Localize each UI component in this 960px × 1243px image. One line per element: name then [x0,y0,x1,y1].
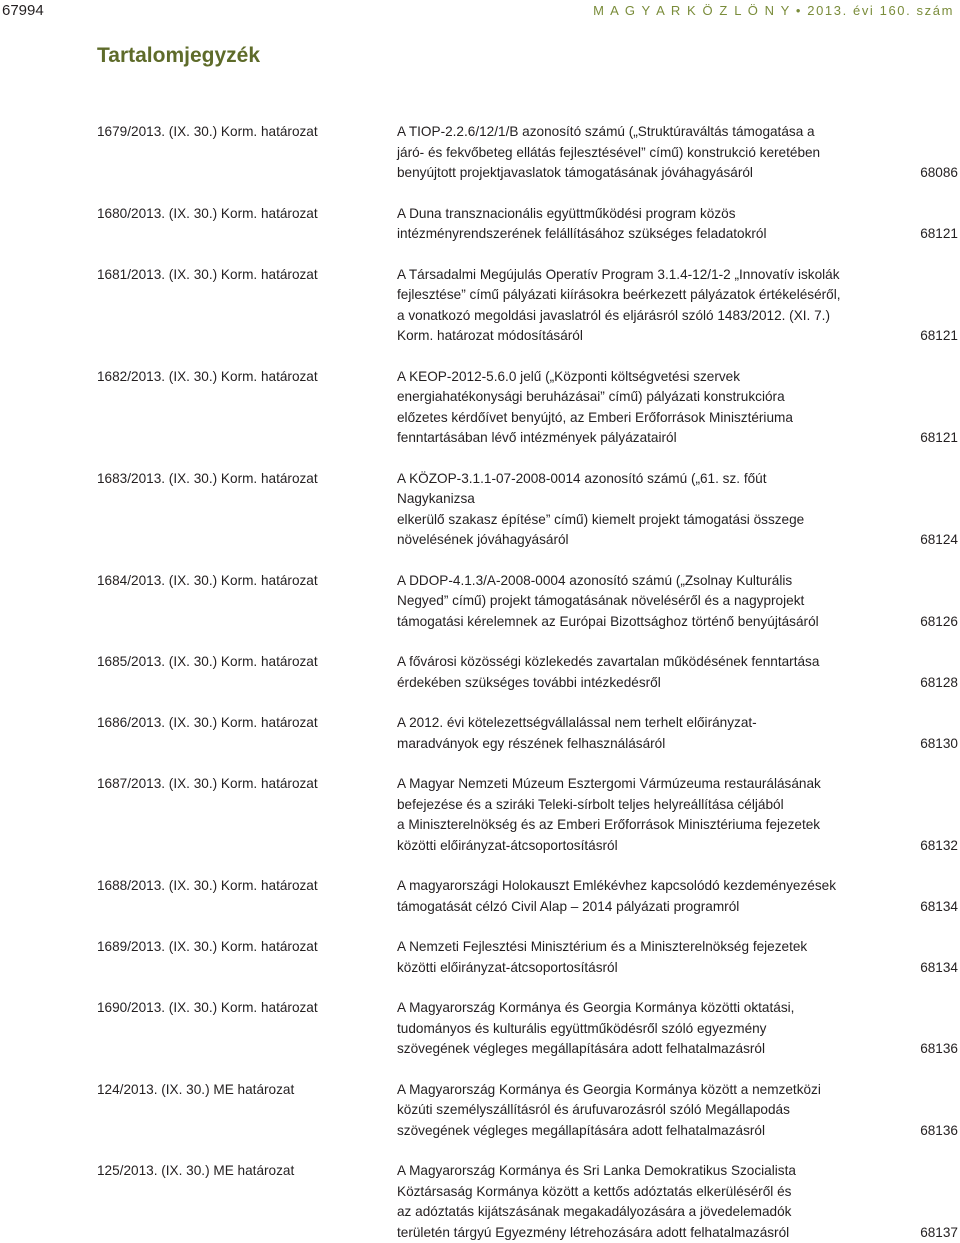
resolution-number: 1685/2013. (IX. 30.) Korm. határozat [97,652,397,673]
page-reference: 68128 [920,673,958,694]
resolution-number: 1690/2013. (IX. 30.) Korm. határozat [97,998,397,1019]
resolution-number: 124/2013. (IX. 30.) ME határozat [97,1080,397,1101]
toc-entry [97,367,960,449]
page-reference: 68137 [920,1223,958,1243]
page-reference: 68121 [920,428,958,449]
resolution-number: 1684/2013. (IX. 30.) Korm. határozat [97,571,397,592]
toc-entry [97,774,960,856]
resolution-number: 125/2013. (IX. 30.) ME határozat [97,1161,397,1182]
resolution-title: A KEOP-2012-5.6.0 jelű („Központi költségvetési szervek energiahatékonysági beruházásai” című) pályázati konstrukcióra előzetes kérdőívet benyújtó, az Emberi Erőforrások Minisztériuma fenntartásában lévő intézmények pályázatairól [397,367,847,449]
page-header [0,0,960,22]
toc-entry [97,122,960,184]
resolution-title: A Magyarország Kormánya és Sri Lanka Demokratikus Szocialista Köztársaság Kormánya között a kettős adóztatás elkerüléséről és az adóztatás kijátszásának megakadályozására a jövedelemadók területén tárgyú Egyezmény létrehozására adott felhatalmazásról [397,1161,847,1243]
resolution-title: A KÖZOP-3.1.1-07-2008-0014 azonosító számú („61. sz. főút Nagykanizsa elkerülő szakasz építése” című) kiemelt projekt támogatási összege növelésének jóváhagyásáról [397,469,847,551]
page-reference: 68136 [920,1121,958,1142]
resolution-title: A fővárosi közösségi közlekedés zavartalan működésének fenntartása érdekében szükséges további intézkedésről [397,652,847,693]
resolution-number: 1681/2013. (IX. 30.) Korm. határozat [97,265,397,286]
toc-entry [97,652,960,693]
page-reference: 68136 [920,1039,958,1060]
page-reference: 68124 [920,530,958,551]
toc-entry [97,265,960,347]
resolution-title: A DDOP-4.1.3/A-2008-0004 azonosító számú („Zsolnay Kulturális Negyed” című) projekt támogatásának növeléséről és a nagyprojekt támogatási kérelemnek az Európai Bizottsághoz történő benyújtásáról [397,571,847,633]
page-reference: 68130 [920,734,958,755]
page-title: Tartalomjegyzék [97,44,260,68]
journal-title: M A G Y A R K Ö Z L Ö N Y • 2013. évi 160. szám [593,3,954,18]
page-number: 67994 [2,2,44,19]
resolution-title: A Magyarország Kormánya és Georgia Kormánya közötti oktatási, tudományos és kulturális együttműködésről szóló egyezmény szövegének végleges megállapítására adott felhatalmazásról [397,998,847,1060]
page-reference: 68121 [920,326,958,347]
resolution-title: A Duna transznacionális együttműködési program közös intézményrendszerének felállításához szükséges feladatokról [397,204,847,245]
resolution-number: 1687/2013. (IX. 30.) Korm. határozat [97,774,397,795]
toc-entry [97,469,960,551]
toc-list [97,122,960,1243]
toc-entry [97,713,960,754]
resolution-title: A TIOP-2.2.6/12/1/B azonosító számú („Struktúraváltás támogatása a járó- és fekvőbeteg ellátás fejlesztésével” című) konstrukció keretében benyújtott projektjavaslatok támogatásának jóváhagyásáról [397,122,847,184]
page-reference: 68121 [920,224,958,245]
page-reference: 68126 [920,612,958,633]
page-reference: 68132 [920,836,958,857]
resolution-number: 1686/2013. (IX. 30.) Korm. határozat [97,713,397,734]
resolution-number: 1689/2013. (IX. 30.) Korm. határozat [97,937,397,958]
resolution-title: A Magyarország Kormánya és Georgia Kormánya között a nemzetközi közúti személyszállításról és árufuvarozásról szóló Megállapodás szövegének végleges megállapítására adott felhatalmazásról [397,1080,847,1142]
resolution-title: A Nemzeti Fejlesztési Minisztérium és a Miniszterelnökség fejezetek közötti előirányzat-átcsoportosításról [397,937,847,978]
page-reference: 68086 [920,163,958,184]
resolution-number: 1688/2013. (IX. 30.) Korm. határozat [97,876,397,897]
toc-entry [97,571,960,633]
resolution-title: A Magyar Nemzeti Múzeum Esztergomi Vármúzeuma restaurálásának befejezése és a sziráki Teleki-sírbolt teljes helyreállítása céljából a Miniszterelnökség és az Emberi Erőforrások Minisztériuma fejezetek közötti előirányzat-átcsoportosításról [397,774,847,856]
toc-entry [97,1161,960,1243]
toc-entry [97,876,960,917]
resolution-title: A Társadalmi Megújulás Operatív Program 3.1.4-12/1-2 „Innovatív iskolák fejlesztése” című pályázati kiírásokra beérkezett pályázatok értékeléséről, a vonatkozó megoldási javaslatról és eljárásról szóló 1483/2012. (XI. 7.) Korm. határozat módosításáról [397,265,847,347]
toc-entry [97,1080,960,1142]
resolution-title: A 2012. évi kötelezettségvállalással nem terhelt előirányzat- maradványok egy részének felhasználásáról [397,713,847,754]
resolution-title: A magyarországi Holokauszt Emlékévhez kapcsolódó kezdeményezések támogatását célzó Civil Alap – 2014 pályázati programról [397,876,847,917]
toc-entry [97,937,960,978]
resolution-number: 1680/2013. (IX. 30.) Korm. határozat [97,204,397,225]
resolution-number: 1679/2013. (IX. 30.) Korm. határozat [97,122,397,143]
resolution-number: 1683/2013. (IX. 30.) Korm. határozat [97,469,397,490]
toc-entry [97,204,960,245]
resolution-number: 1682/2013. (IX. 30.) Korm. határozat [97,367,397,388]
page-reference: 68134 [920,897,958,918]
toc-entry [97,998,960,1060]
page-reference: 68134 [920,958,958,979]
